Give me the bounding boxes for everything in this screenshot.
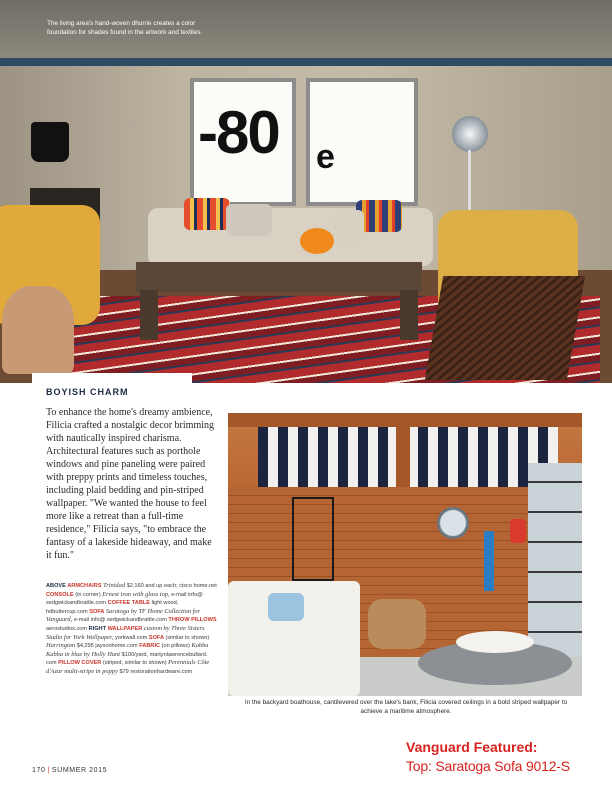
credit-item: custom by Three Sisters Studio for York Wallpaper, — [46, 624, 205, 641]
credit-label: COFFEE TABLE — [107, 600, 152, 607]
credit-source: $2,160 and up each; cisco home.net — [126, 583, 217, 589]
side-stool — [2, 286, 74, 374]
credit-item: Kabba Kabba in blue by Holly Hunt — [46, 642, 209, 658]
body-paragraph: To enhance the home's dreamy ambience, Filicia crafted a nostalgic decor brimming with nautically inspired charisma. Architectural features such as porthole windows and pine paneling were paired with preppy prints and timeless touches, including plaid bedding and pin-striped wallpaper. "We wanted the house to feel more like a retreat than a full-time residence," Filicia says, "to embrace the fantasy of a lakeside hideaway, and make it fun." — [46, 407, 214, 561]
credit-source: aerostudios.com — [46, 625, 89, 632]
credit-source: light wood, hdbuttercup.com — [46, 600, 179, 615]
life-vest — [510, 519, 526, 543]
artwork-left-text: -80 — [198, 99, 279, 166]
hero-caption: The living area's hand-woven dhurrie creates a color foundation for shades found in the artwork and textiles. — [47, 20, 203, 36]
vanguard-featured-title: Vanguard Featured: — [406, 739, 538, 755]
glass-door — [528, 463, 582, 663]
living-room-photo — [0, 0, 612, 383]
article-body — [46, 406, 218, 562]
credit-note: (striped, similar to shown) — [102, 660, 169, 667]
issue-label: SUMMER 2015 — [51, 767, 108, 774]
credit-label: WALLPAPER — [107, 625, 144, 632]
throw-pillow — [184, 198, 230, 230]
flower-vase — [300, 228, 334, 254]
credit-item: Harrington — [46, 642, 77, 650]
credit-source: yorkwall.com — [114, 634, 149, 641]
credit-label: CONSOLE — [46, 591, 76, 598]
artwork-right — [306, 78, 418, 206]
throw-pillow — [226, 204, 272, 236]
credit-item: Ernest iron with glass top, — [102, 590, 172, 598]
product-credits — [46, 582, 218, 677]
credit-label: PILLOW COVER — [58, 660, 103, 667]
credit-item: Trinidad — [103, 582, 127, 589]
credit-section-right: RIGHT — [88, 625, 108, 632]
credit-note: (in corner) — [75, 591, 103, 598]
spotlight-lamp — [452, 116, 488, 152]
ceiling-beam — [396, 413, 410, 489]
credit-source: $79 restorationhardware.com — [119, 668, 193, 675]
credit-label: ARMCHAIRS — [67, 583, 103, 589]
credit-label: THROW PILLOWS — [168, 617, 217, 624]
credit-source: $100/yard, martynlawrencebullard. com — [46, 651, 208, 667]
porthole-window — [437, 507, 469, 539]
credit-label: SOFA — [89, 608, 106, 615]
throw-pillow — [268, 593, 304, 621]
page-folio — [32, 767, 107, 774]
lounge-chair — [425, 276, 585, 380]
artwork-right-text: e — [316, 138, 333, 176]
credit-item: Perennials Côte d'Azur multi-stripe in poppy — [46, 659, 210, 675]
page-number: 170 — [32, 767, 46, 774]
credit-note: (on pillows) — [161, 643, 192, 650]
folio-separator: | — [47, 767, 50, 774]
credit-source: $4,295 jaysonhome.com — [76, 643, 140, 650]
lamp-shade — [31, 122, 69, 162]
credit-note: (similar to shown) — [165, 634, 210, 641]
coffee-table — [136, 262, 422, 292]
serving-tray — [456, 631, 534, 653]
wall-trim — [0, 58, 612, 66]
credit-label: SOFA — [148, 634, 166, 641]
section-heading: BOYISH CHARM — [32, 373, 192, 403]
wicker-chair — [368, 599, 426, 649]
table-leg — [140, 290, 158, 340]
artwork-left — [190, 78, 296, 206]
boathouse-photo — [228, 413, 582, 696]
credit-section-above: ABOVE — [46, 583, 68, 589]
boathouse-caption: In the backyard boathouse, cantilevered over the lake's bank, Filicia covered ceilings in a bold striped wallpaper to achieve a maritime atmosphere. — [244, 699, 568, 715]
table-leg — [400, 290, 418, 340]
hanging-towel — [484, 531, 494, 591]
credit-item: Saratoga by TF Home Collection for Vanguard, — [46, 607, 201, 624]
credit-source: e-mail info@ sedgwickandbrattle.com — [46, 591, 203, 607]
throw-pillow — [334, 210, 364, 242]
credit-source: e-mail info@ sedgwickandbrattle.com — [73, 617, 169, 624]
credit-label: FABRIC — [139, 643, 162, 650]
shelving-unit — [292, 497, 334, 581]
vanguard-featured-item: Top: Saratoga Sofa 9012-S — [406, 758, 570, 774]
